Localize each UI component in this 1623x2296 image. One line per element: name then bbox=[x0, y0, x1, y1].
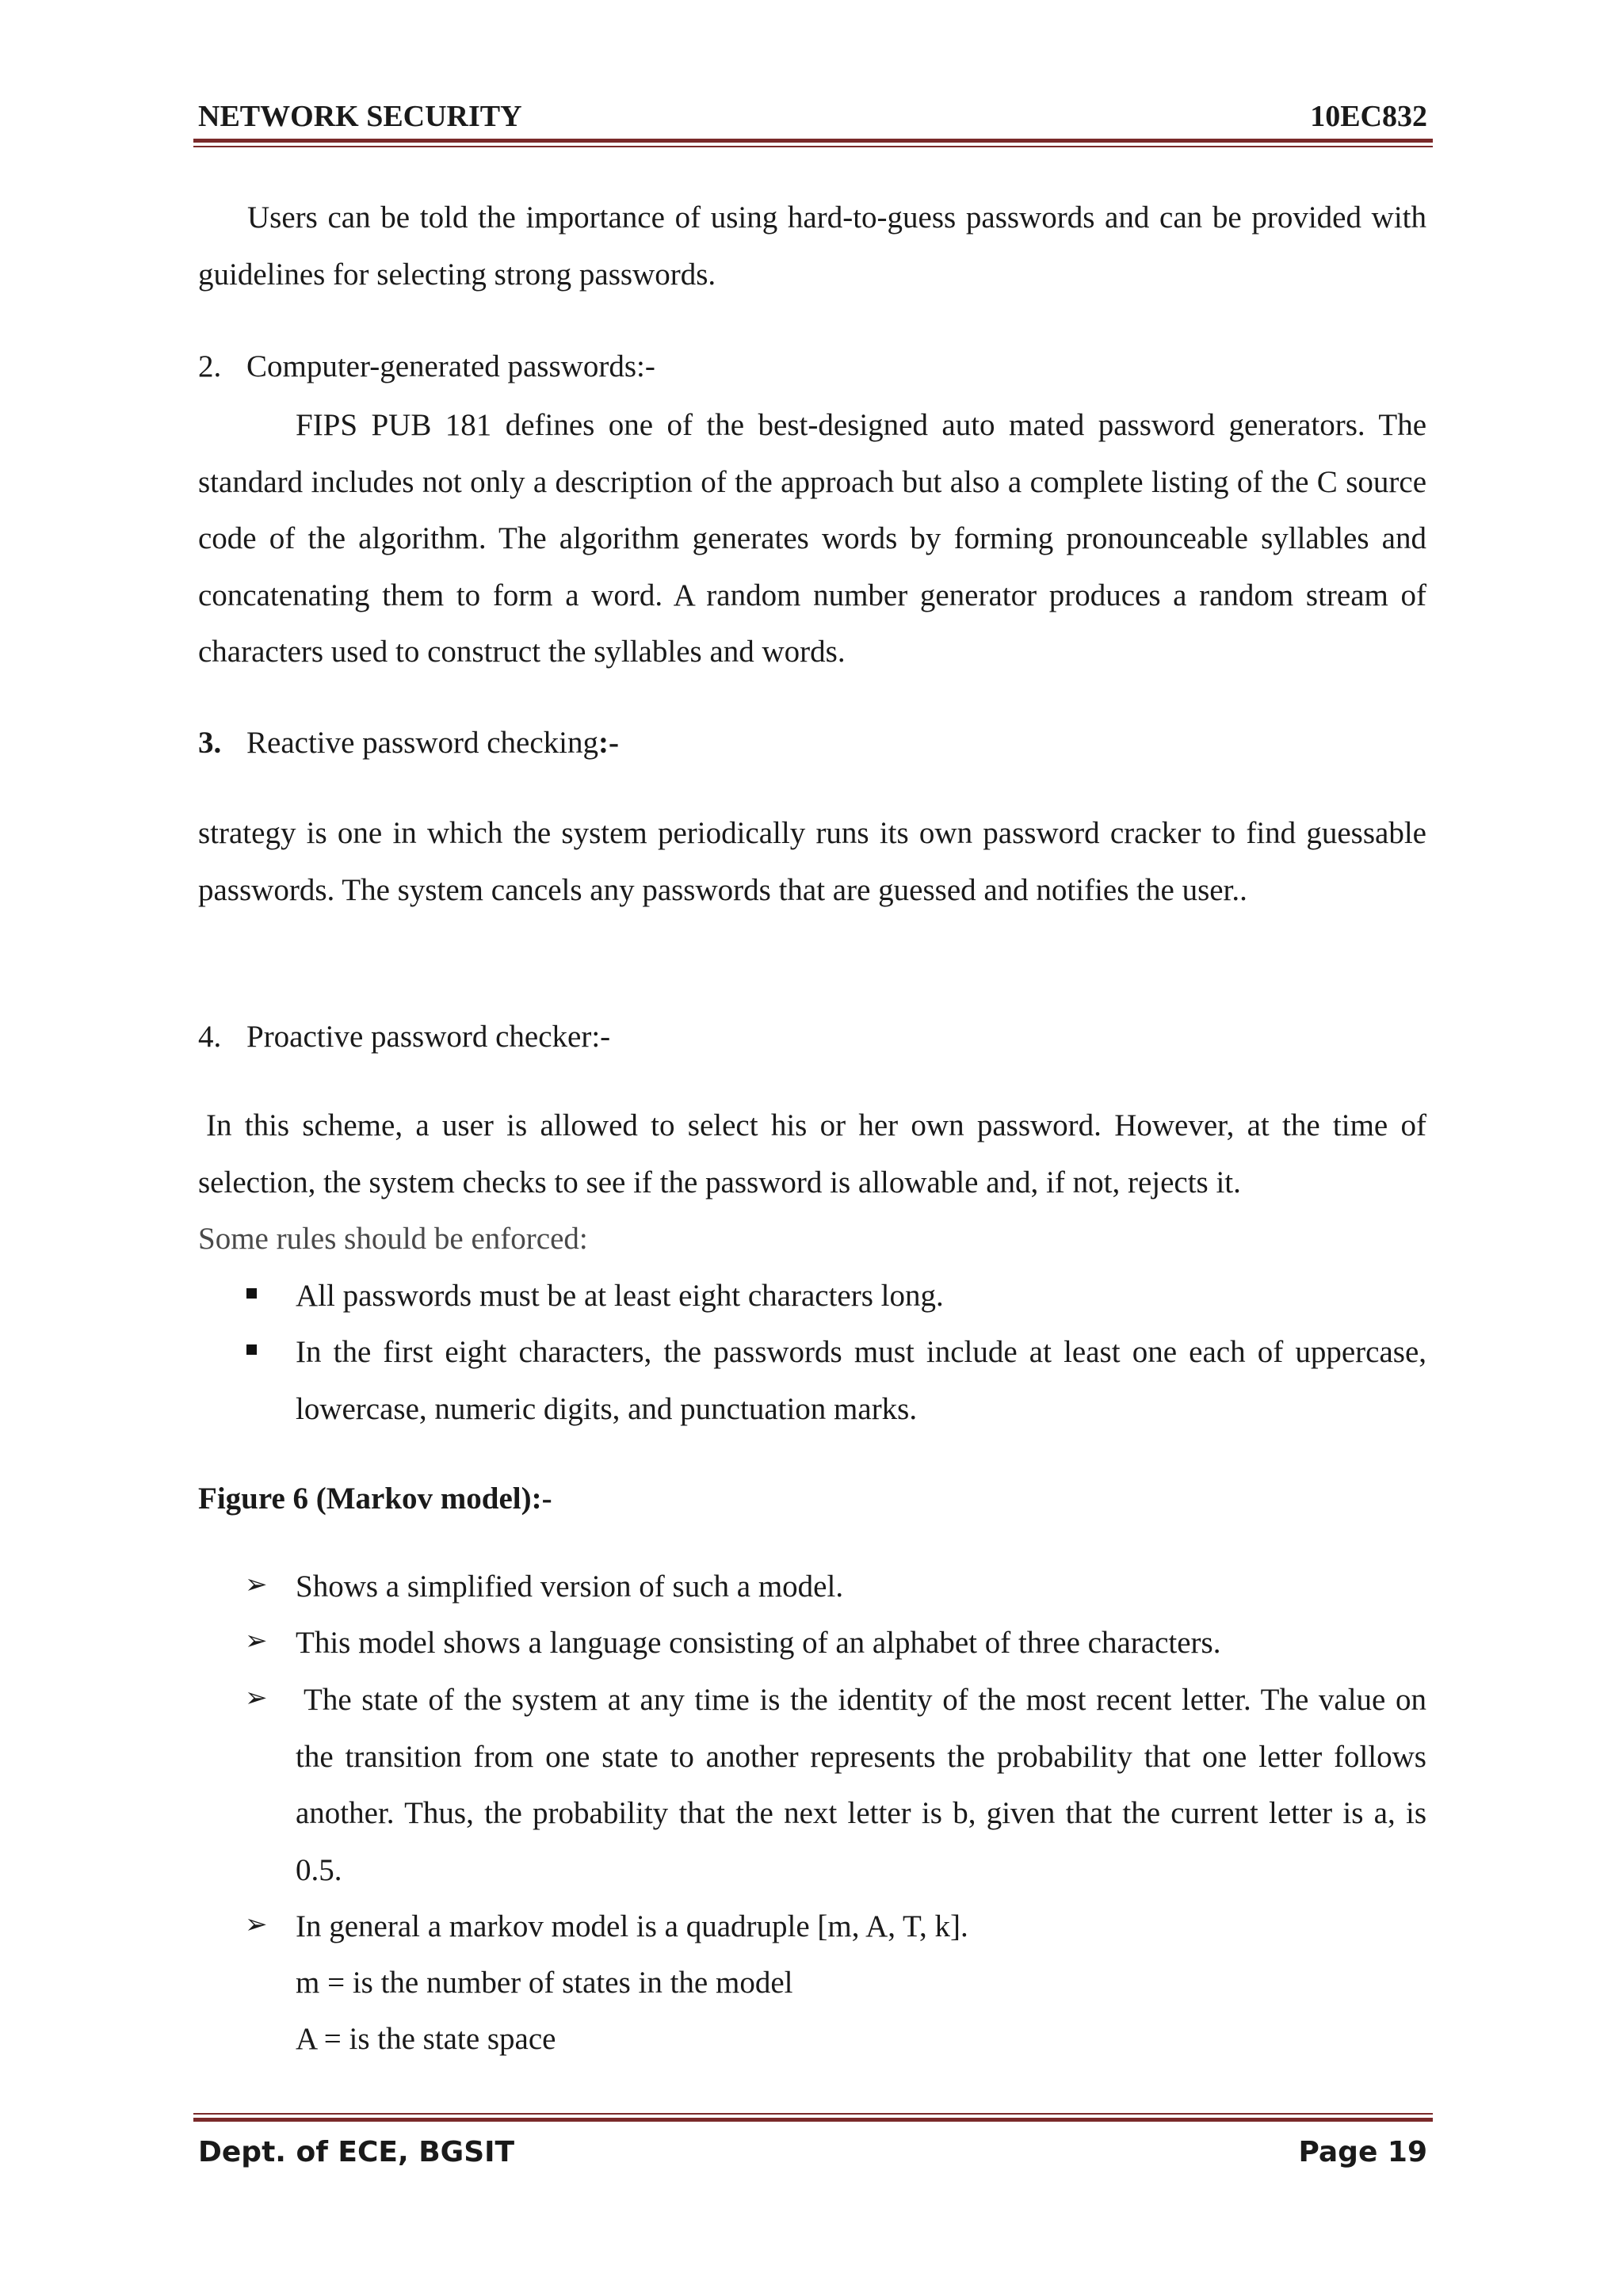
figure-point-2: This model shows a language consisting of an alphabet of three characters. bbox=[296, 1626, 1221, 1660]
footer-rule-thick bbox=[193, 2118, 1433, 2122]
square-bullet-icon bbox=[246, 1344, 257, 1355]
rule-item-2: In the first eight characters, the passwords must include at least one each of uppercase, lowercase, numeric digits, and punctuation marks. bbox=[296, 1335, 1426, 1426]
section-3-paragraph: strategy is one in which the system periodically runs its own password cracker to find guessable passwords. The system cancels any passwords that are guessed and notifies the user.. bbox=[198, 816, 1426, 907]
square-bullet-icon bbox=[246, 1288, 257, 1299]
header-rule-thin bbox=[193, 146, 1433, 147]
section-4-title: Proactive password checker:- bbox=[246, 1020, 611, 1054]
footer-rule-thin bbox=[193, 2113, 1433, 2115]
section-2-paragraph: FIPS PUB 181 defines one of the best-designed auto mated password generators. The standard includes not only a description of the approach but also a complete listing of the C source code of the algorithm. The algorithm generates words by forming pronounceable syllables and concatenating them to form a word. A random number generator produces a random stream of characters used to construct the syllables and words. bbox=[198, 408, 1426, 669]
arrow-bullet-icon: ➢ bbox=[245, 1625, 268, 1657]
arrow-bullet-icon: ➢ bbox=[245, 1682, 268, 1714]
rules-intro: Some rules should be enforced: bbox=[198, 1222, 588, 1256]
section-3-heading bbox=[246, 725, 619, 761]
definition-m: m = is the number of states in the model bbox=[296, 1966, 793, 2000]
section-4-paragraph: In this scheme, a user is allowed to select his or her own password. However, at the time of selection, the system checks to see if the password is allowable and, if not, rejects it. bbox=[198, 1108, 1426, 1199]
footer-department: Dept. of ECE, BGSIT bbox=[198, 2136, 515, 2168]
intro-paragraph: Users can be told the importance of using hard-to-guess passwords and can be provided with guidelines for selecting strong passwords. bbox=[198, 200, 1426, 292]
figure-point-4: In general a markov model is a quadruple [m, A, T, k]. bbox=[296, 1909, 968, 1943]
header-title: NETWORK SECURITY bbox=[198, 100, 522, 133]
header-rule-thick bbox=[193, 139, 1433, 143]
arrow-bullet-icon: ➢ bbox=[245, 1569, 268, 1600]
figure-point-1: Shows a simplified version of such a model. bbox=[296, 1569, 844, 1604]
section-3-number: 3. bbox=[198, 726, 222, 760]
section-4-number: 4. bbox=[198, 1020, 222, 1054]
rule-item-1: All passwords must be at least eight characters long. bbox=[296, 1279, 944, 1313]
figure-heading: Figure 6 (Markov model):- bbox=[198, 1482, 552, 1516]
footer-page-number: Page 19 bbox=[1298, 2136, 1427, 2168]
section-3-title-suffix: :- bbox=[598, 726, 619, 760]
header-code: 10EC832 bbox=[1310, 100, 1427, 133]
arrow-bullet-icon: ➢ bbox=[245, 1909, 268, 1940]
section-2-title: Computer-generated passwords:- bbox=[246, 349, 655, 383]
section-3-title: Reactive password checking bbox=[246, 726, 599, 760]
definition-a: A = is the state space bbox=[296, 2022, 556, 2056]
section-2-number: 2. bbox=[198, 349, 222, 383]
figure-point-3: The state of the system at any time is the identity of the most recent letter. The value on the transition from one state to another represents the probability that one letter follows another. Thus, the probability that the next letter is b, given that the current letter is a, is 0.5. bbox=[296, 1683, 1426, 1887]
